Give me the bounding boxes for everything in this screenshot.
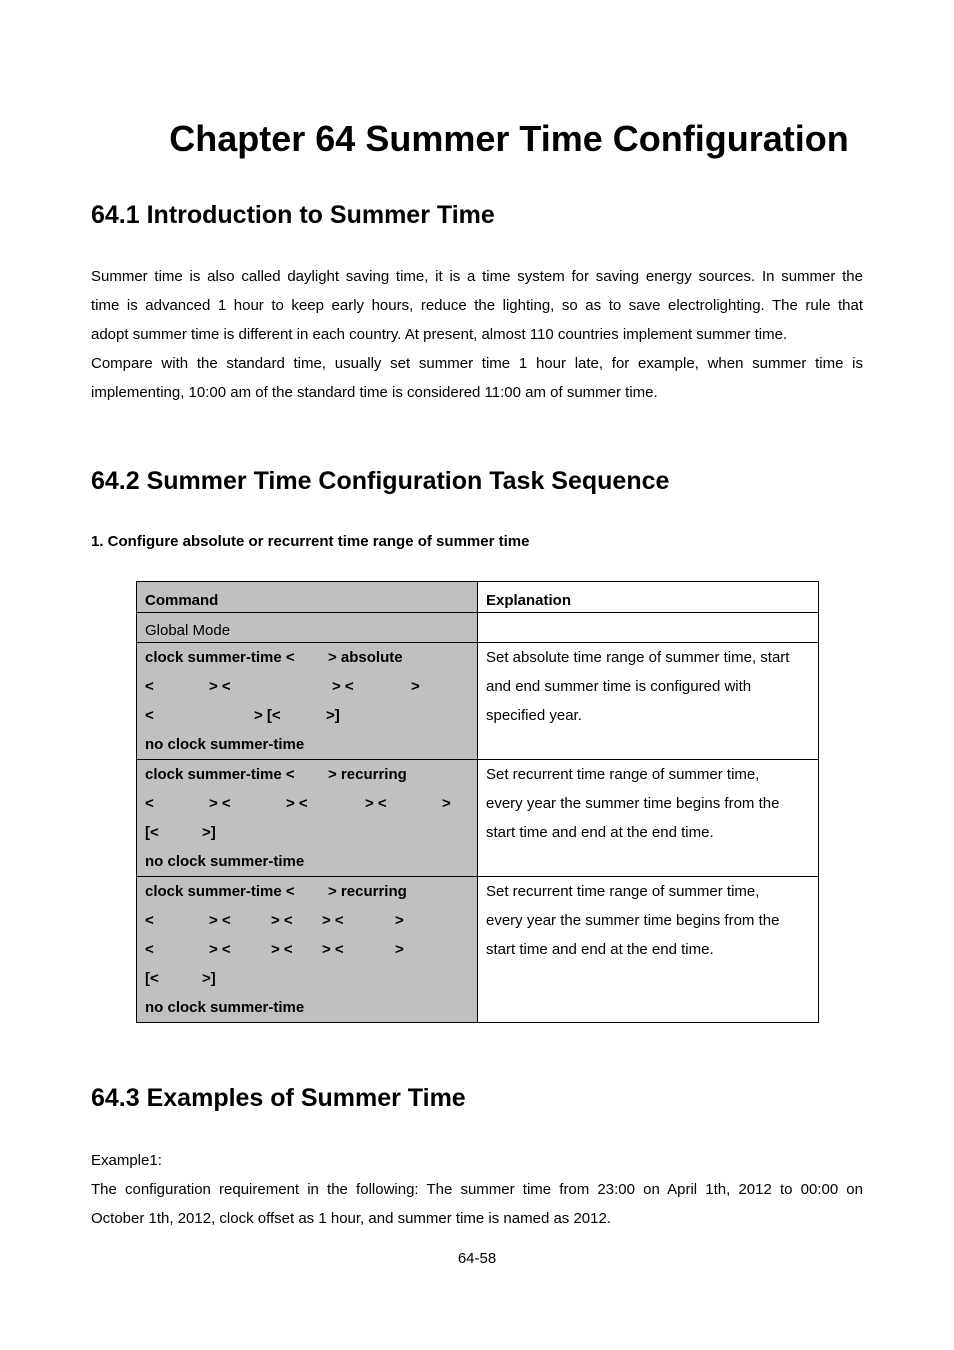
explanation-cell bbox=[478, 643, 819, 760]
global-mode-label: Global Mode bbox=[145, 622, 231, 639]
table-mode-row bbox=[137, 613, 819, 643]
command-header: Command bbox=[145, 592, 219, 609]
mode-empty-cell bbox=[478, 613, 819, 643]
command-line: clock summer-time < > recurring bbox=[145, 883, 407, 900]
command-header-cell bbox=[137, 582, 478, 613]
command-line: no clock summer-time bbox=[145, 736, 305, 753]
command-line: < > [< >] bbox=[145, 707, 340, 724]
example-paragraph bbox=[91, 1146, 863, 1233]
mode-cell bbox=[137, 613, 478, 643]
intro-line: time is advanced 1 hour to keep early hours, reduce the lighting, so as to save electrolighting. The rule that bbox=[91, 297, 863, 314]
intro-line: Compare with the standard time, usually set summer time 1 hour late, for example, when summer time is bbox=[91, 355, 863, 372]
command-cell bbox=[137, 643, 478, 760]
explanation-line: every year the summer time begins from the bbox=[486, 912, 780, 929]
explanation-header: Explanation bbox=[486, 592, 572, 609]
command-line: < > < > < > < > bbox=[145, 912, 404, 929]
example-label: Example1: bbox=[91, 1152, 162, 1169]
command-line: < > < > < > < > bbox=[145, 795, 451, 812]
command-line: no clock summer-time bbox=[145, 853, 305, 870]
example-line: October 1th, 2012, clock offset as 1 hour, and summer time is named as 2012. bbox=[91, 1210, 612, 1227]
table-header-row bbox=[137, 582, 819, 613]
explanation-line: Set recurrent time range of summer time, bbox=[486, 766, 760, 783]
explanation-line: start time and end at the end time. bbox=[486, 824, 714, 841]
explanation-line: specified year. bbox=[486, 707, 582, 724]
intro-paragraph bbox=[91, 262, 863, 407]
command-cell bbox=[137, 877, 478, 1023]
explanation-line: and end summer time is configured with bbox=[486, 678, 752, 695]
table-row bbox=[137, 643, 819, 760]
intro-line: implementing, 10:00 am of the standard time is considered 11:00 am of summer time. bbox=[91, 384, 658, 401]
task-subheading: 1. Configure absolute or recurrent time range of summer time bbox=[91, 533, 530, 550]
table-row bbox=[137, 760, 819, 877]
explanation-cell bbox=[478, 760, 819, 877]
command-table bbox=[136, 581, 819, 1023]
command-line: [< >] bbox=[145, 970, 216, 987]
page-number: 64-58 bbox=[457, 1250, 497, 1267]
example-line: The configuration requirement in the following: The summer time from 23:00 on April 1th, 2012 to 00:00 on bbox=[91, 1181, 863, 1198]
table-row bbox=[137, 877, 819, 1023]
intro-line: Summer time is also called daylight saving time, it is a time system for saving energy sources. In summer the bbox=[91, 268, 863, 285]
explanation-line: every year the summer time begins from the bbox=[486, 795, 780, 812]
section-heading-intro: 64.1 Introduction to Summer Time bbox=[91, 201, 495, 229]
command-line: [< >] bbox=[145, 824, 216, 841]
command-cell bbox=[137, 760, 478, 877]
command-line: clock summer-time < > recurring bbox=[145, 766, 407, 783]
explanation-line: start time and end at the end time. bbox=[486, 941, 714, 958]
explanation-cell bbox=[478, 877, 819, 1023]
command-line: clock summer-time < > absolute bbox=[145, 649, 403, 666]
explanation-line: Set recurrent time range of summer time, bbox=[486, 883, 760, 900]
command-line: no clock summer-time bbox=[145, 999, 305, 1016]
chapter-title: Chapter 64 Summer Time Configuration bbox=[169, 118, 849, 159]
explanation-line: Set absolute time range of summer time, start bbox=[486, 649, 790, 666]
command-line: < > < > < > bbox=[145, 678, 420, 695]
section-heading-examples: 64.3 Examples of Summer Time bbox=[91, 1084, 466, 1112]
intro-line: adopt summer time is different in each country. At present, almost 110 countries implement summer time. bbox=[91, 326, 788, 343]
command-line: < > < > < > < > bbox=[145, 941, 404, 958]
explanation-header-cell bbox=[478, 582, 819, 613]
section-heading-task-sequence: 64.2 Summer Time Configuration Task Sequence bbox=[91, 467, 670, 495]
